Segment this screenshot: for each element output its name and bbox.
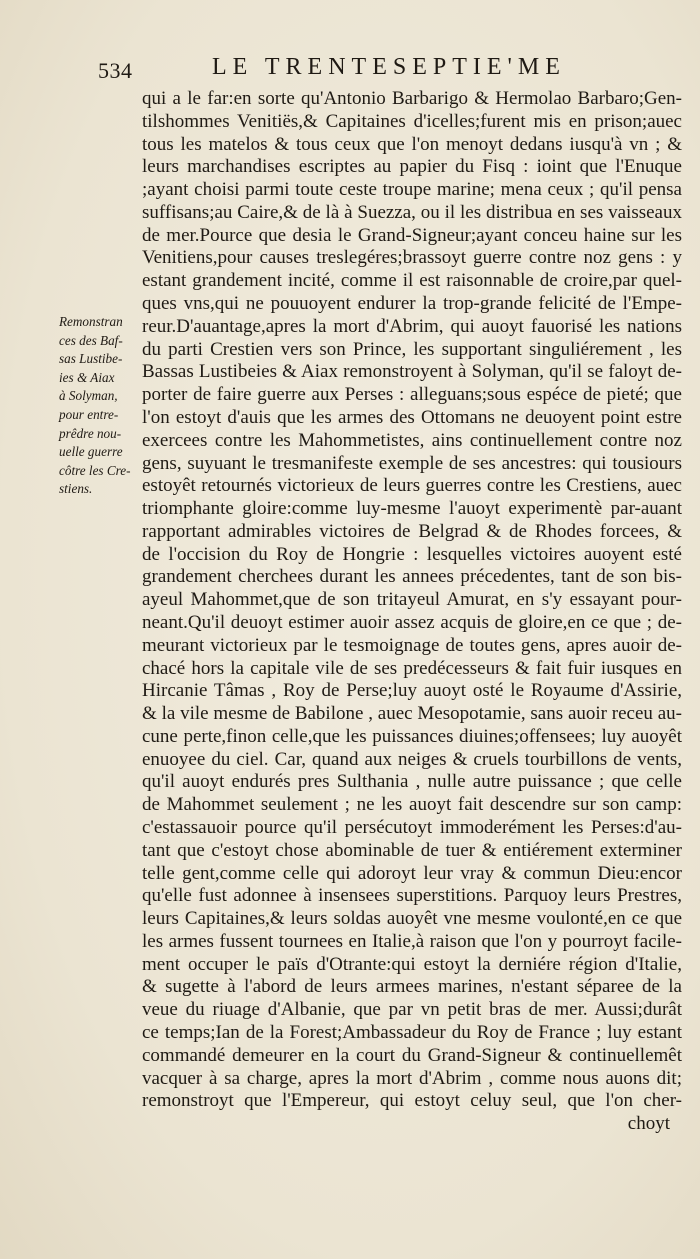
text-line: Bassas Lustibeies & Aiax remonstroyent à Solyman, qu'il se faloyt de- <box>142 361 682 383</box>
text-line: meurant victorieux par le tesmoignage de toutes gens, apres auoir de- <box>142 634 682 656</box>
text-line: telle gent,comme celle qui adoroyt leur vray & commun Dieu:encor <box>142 862 682 884</box>
text-line: tilshommes Venitiës,& Capitaines d'icelles;furent mis en prison;auec <box>142 110 682 132</box>
text-line: & sugette à l'abord de leurs armees marines, n'estant séparee de la <box>142 976 682 998</box>
body-text <box>142 88 682 1136</box>
margin-note-line: ces des Baf- <box>59 332 123 348</box>
text-line: qu'il auoyt endurés pres Sulthania , nulle autre puissance ; que celle <box>142 771 682 793</box>
text-line: l'on estoyt d'auis que les armes des Ottomans ne deuoyent point estre <box>142 406 682 428</box>
text-line: porter de faire guerre aux Perses : alleguans;sous espéce de pieté; que <box>142 384 682 406</box>
text-line: enuoyee du ciel. Car, quand aux neiges & cruels tourbillons de vents, <box>142 748 682 770</box>
margin-note <box>59 313 143 499</box>
text-line: ques vns,qui ne pouuoyent endurer la trop-grande felicité de l'Empe- <box>142 293 682 315</box>
running-head: LE TRENTESEPTIE'ME <box>212 54 566 80</box>
text-line: triomphante gloire:comme luy-mesme l'auoyt experimentè par-auant <box>142 498 682 520</box>
text-line: du parti Crestien vers son Prince, les supportant singuliérement , les <box>142 338 682 360</box>
text-line: ayeul Mahommet,que de son tritayeul Amurat, en s'y essayant pour- <box>142 589 682 611</box>
text-line: tant que c'estoyt chose abominable de tuer & entiérement exterminer <box>142 839 682 861</box>
text-line: ment occuper le païs d'Otrante:qui estoyt la derniére région d'Italie, <box>142 953 682 975</box>
text-line: de mer.Pource que desia le Grand-Signeur;ayant conceu haine sur les <box>142 224 682 246</box>
margin-note-line: ies & Aiax <box>59 369 115 385</box>
text-line: estoyêt retournés victorieux de leurs guerres contre les Crestiens, auec <box>142 475 682 497</box>
text-line: commandé demeurer en la court du Grand-Signeur & continuellemêt <box>142 1044 682 1066</box>
text-line: leurs marchandises escriptes au papier du Fisq : ioint que l'Enuque <box>142 156 682 178</box>
text-line: remonstroyt que l'Empereur, qui estoyt celuy seul, que l'on cher- <box>142 1090 682 1112</box>
text-line: rapportant admirables victoires de Belgrad & de Rhodes forcees, & <box>142 520 682 542</box>
text-line: de Mahommet seulement ; ne les auoyt fait descendre sur son camp: <box>142 794 682 816</box>
text-line: chacé hors la capitale vile de ses predécesseurs & fait fuir iusques en <box>142 657 682 679</box>
margin-note-line: pour entre- <box>59 406 119 422</box>
text-line: veue du riuage d'Albanie, que par vn petit bras de mer. Aussi;durât <box>142 999 682 1021</box>
text-line: Hircanie Tâmas , Roy de Perse;luy auoyt osté le Royaume d'Assirie, <box>142 680 682 702</box>
text-line: Venitiens,pour causes treslegéres;brassoyt guerre contre noz gens : y <box>142 247 682 269</box>
text-line: qu'elle fust adonnee à insensees superstitions. Parquoy leurs Prestres, <box>142 885 682 907</box>
text-line: exercees contre les Mahommetistes, ains continuellement contre noz <box>142 429 682 451</box>
text-line: ;ayant choisi parmi toute ceste troupe marine; mena ceux ; qu'il pensa <box>142 179 682 201</box>
text-line: c'estassauoir pource qu'il persécutoyt immoderément les Perses:d'au- <box>142 817 682 838</box>
text-line: & la vile mesme de Babilone , auec Mesopotamie, sans auoir receu au- <box>142 703 682 725</box>
text-line: de l'occision du Roy de Hongrie : lesquelles victoires auoyent esté <box>142 543 682 565</box>
text-line: reur.D'auantage,apres la mort d'Abrim, qui auoyt fauorisé les nations <box>142 315 682 337</box>
margin-note-line: Remonstran <box>59 314 123 329</box>
margin-note-line: à Solyman, <box>59 388 118 404</box>
margin-note-line: stiens. <box>59 481 93 497</box>
text-line: les armes fussent tournees en Italie,à raison que l'on y pourroyt facile- <box>142 930 682 952</box>
margin-note-line: uelle guerre <box>59 444 123 460</box>
margin-note-line: côtre les Cre- <box>59 462 131 478</box>
text-line: cune perte,finon celle,que les puissances diuines;offensees; luy auoyêt <box>142 725 682 747</box>
text-line: suffisans;au Caire,& de là à Suezza, ou il les distribua en ses vaisseaux <box>142 201 682 223</box>
text-line: grandement cherchees durant les annees précedentes, tant de son bis- <box>142 566 682 588</box>
text-line: vacquer à sa charge, apres la mort d'Abrim , comme nous auons dit; <box>142 1067 682 1089</box>
catchword: choyt <box>627 1113 670 1135</box>
text-line: neant.Qu'il deuoyt estimer auoir assez acquis de gloire,en ce que ; de- <box>142 611 682 633</box>
text-line: tous les matelos & tous ceux que l'on menoyt dedans iusqu'à vn ; & <box>142 133 682 155</box>
text-line: leurs Capitaines,& leurs soldas auoyêt vne mesme voulonté,en ce que <box>142 908 682 930</box>
margin-note-line: prêdre nou- <box>59 425 122 441</box>
text-line: estant grandement incité, comme il est raisonnable de croire,par quel- <box>142 270 682 292</box>
page-number: 534 <box>98 58 133 83</box>
text-line: ce temps;Ian de la Forest;Ambassadeur du Roy de France ; luy estant <box>142 1022 682 1044</box>
text-line: qui a le far:en sorte qu'Antonio Barbarigo & Hermolao Barbaro;Gen- <box>142 88 682 109</box>
margin-note-line: sas Lustibe- <box>59 351 123 367</box>
text-line: gens, suyuant le tresmanifeste exemple de ses ancestres: qui tousiours <box>142 452 682 474</box>
